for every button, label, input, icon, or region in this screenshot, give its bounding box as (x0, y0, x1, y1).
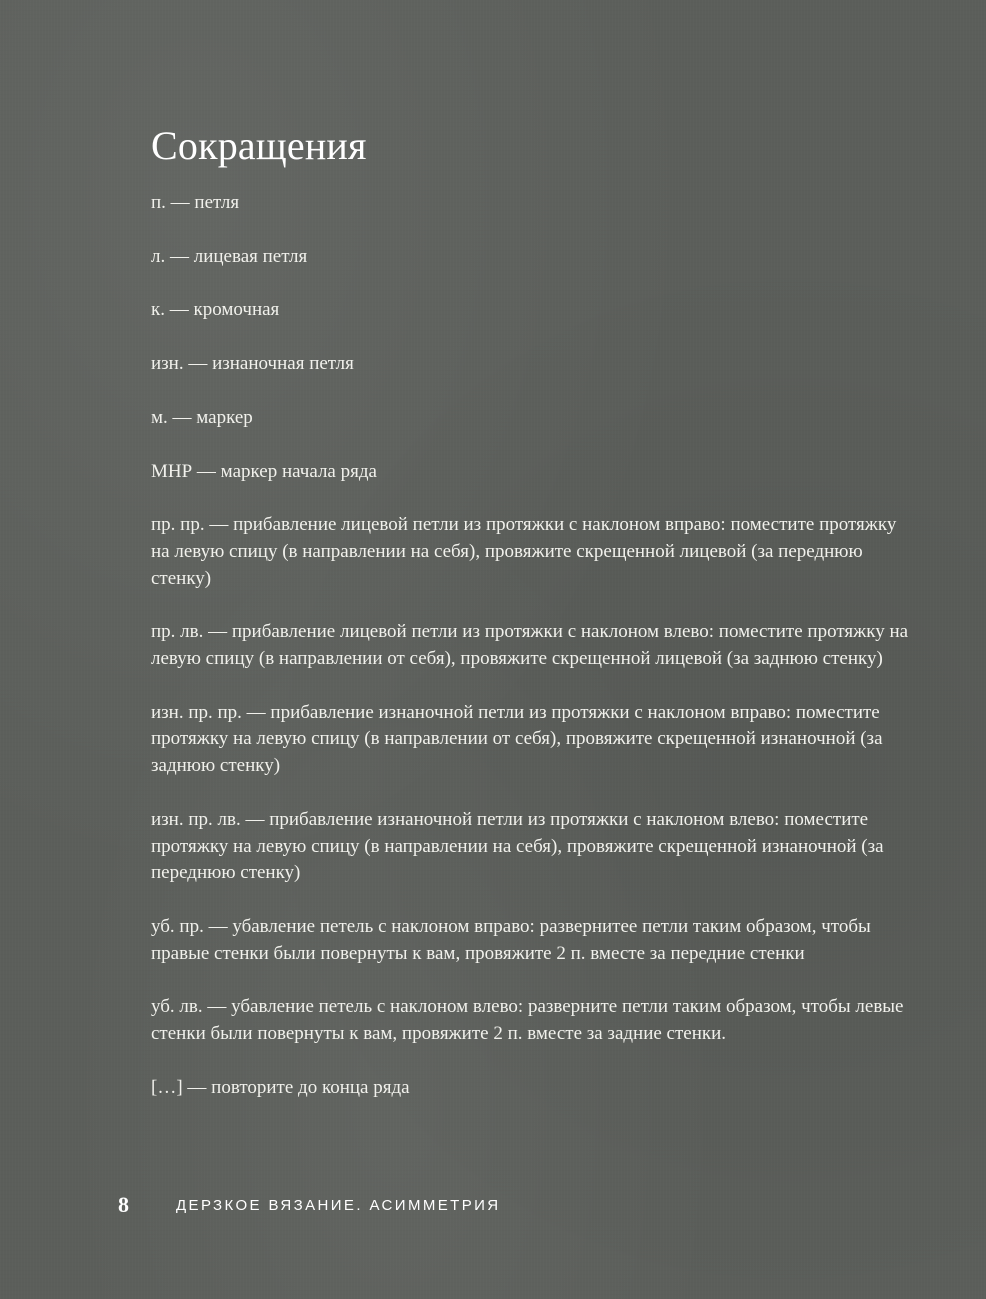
page-footer (118, 1190, 501, 1220)
abbreviation-item: уб. лв. — убавление петель с наклоном влево: разверните петли таким образом, чтобы левые стенки были повернуты к вам, провяжите 2 п. вместе за задние стенки. (151, 996, 904, 1045)
abbreviation-item: уб. пр. — убавление петель с наклоном вправо: развернитее петли таким образом, чтобы правые стенки были повернуты к вам, провяжите 2 п. вместе за передние стенки (151, 915, 871, 964)
abbreviation-item: м. — маркер (151, 406, 253, 428)
abbreviation-item: п. — петля (151, 192, 240, 213)
abbreviation-item: пр. лв. — прибавление лицевой петли из протяжки с наклоном влево: поместите протяжку на левую спицу (в направлении от себя), провяжите скрещенной лицевой (за заднюю стенку) (151, 621, 909, 670)
abbreviation-item: к. — кромочная (151, 299, 280, 321)
abbreviation-item: МНР — маркер начала ряда (151, 460, 377, 482)
abbreviation-item: пр. пр. — прибавление лицевой петли из протяжки с наклоном вправо: поместите протяжку на левую спицу (в направлении на себя), провяжите скрещенной лицевой (за переднюю стенку) (151, 514, 897, 589)
abbreviation-list (151, 190, 911, 1128)
abbreviation-item: […] — повторите до конца ряда (151, 1076, 410, 1098)
abbreviation-item: л. — лицевая петля (151, 245, 308, 267)
abbreviation-item: изн. — изнаночная петля (151, 353, 354, 375)
abbreviation-item: изн. пр. пр. — прибавление изнаночной петли из протяжки с наклоном вправо: поместите протяжку на левую спицу (в направлении от себя), провяжите скрещенной изнаночной (за заднюю стенку) (151, 701, 883, 777)
page-number: 8 (118, 1192, 129, 1217)
abbreviation-item: изн. пр. лв. — прибавление изнаночной петли из протяжки с наклоном влево: поместите протяжку на левую спицу (в направлении на себя), провяжите скрещенной изнаночной (за переднюю стенку) (151, 808, 884, 884)
page-title: Сокращения (151, 123, 367, 168)
running-title: ДЕРЗКОЕ ВЯЗАНИЕ. АСИММЕТРИЯ (176, 1196, 501, 1214)
